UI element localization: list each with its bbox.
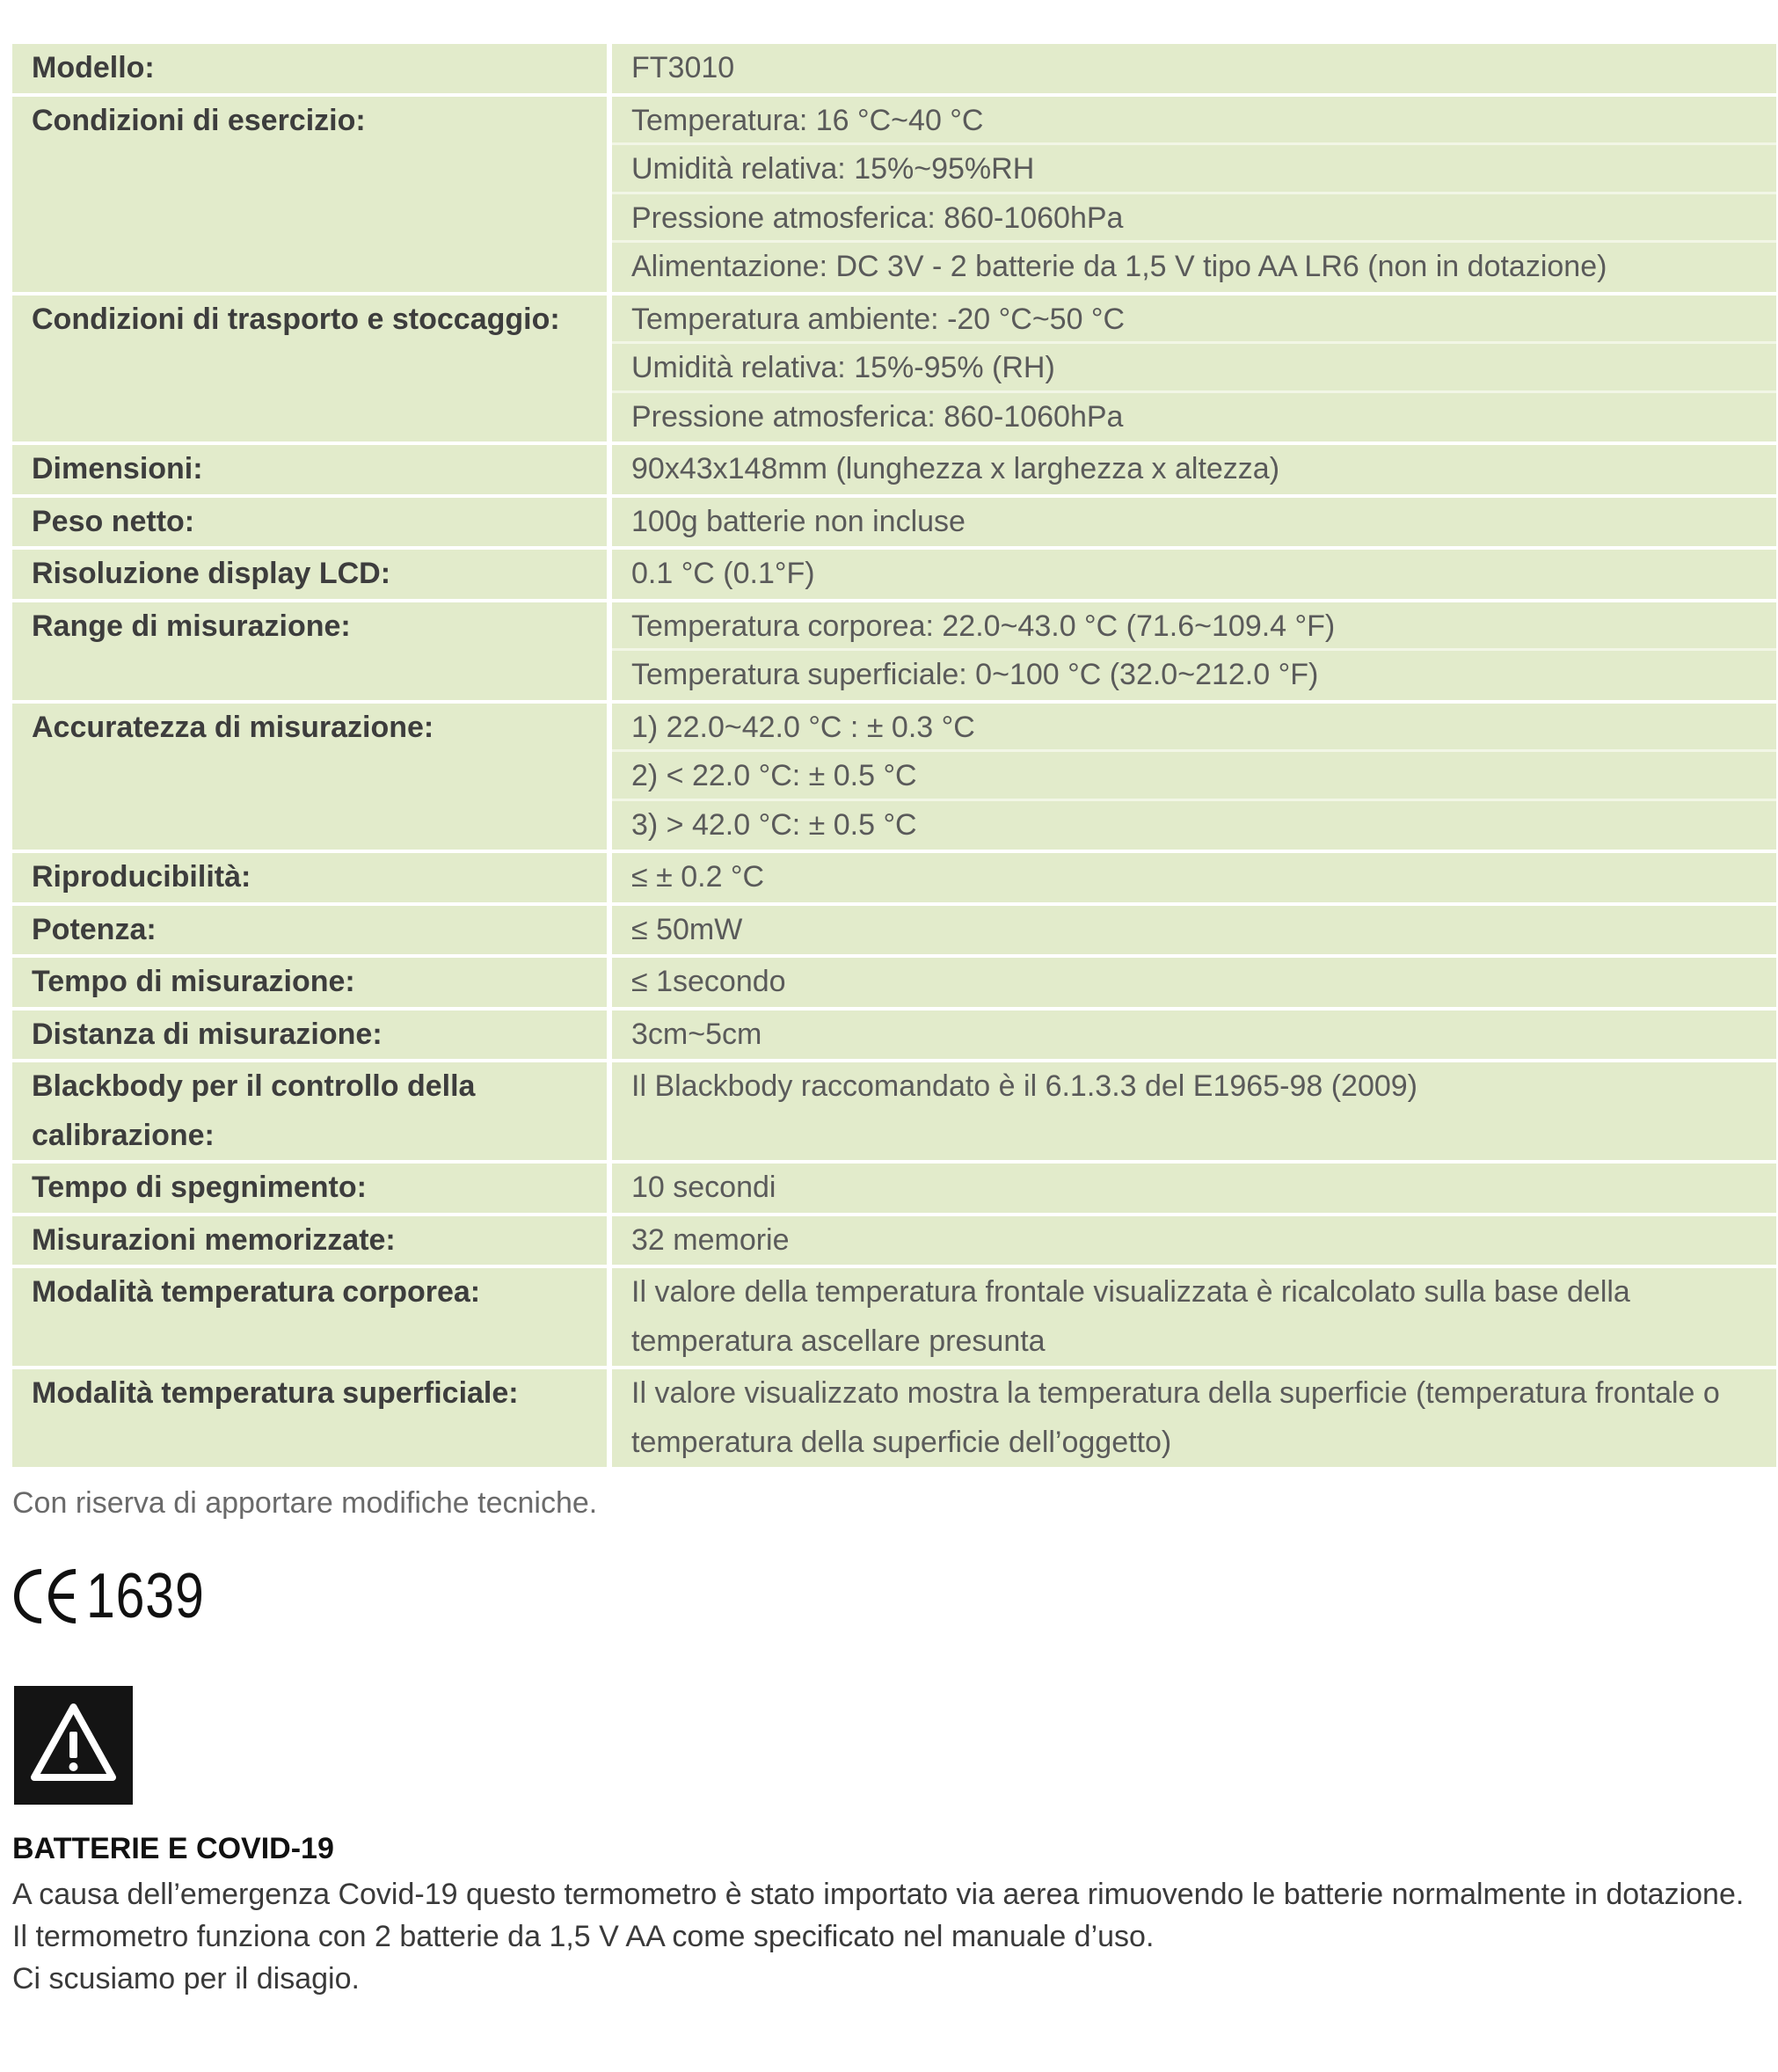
spec-label: Distanza di misurazione: (12, 1010, 612, 1063)
spec-value: ≤ 1secondo (631, 965, 786, 998)
warning-line: Ci scusiamo per il disagio. (12, 1962, 360, 1995)
spec-value: 3) > 42.0 °C: ± 0.5 °C (631, 807, 917, 842)
spec-value: 100g batterie non incluse (631, 504, 966, 538)
spec-value: Temperatura: 16 °C~40 °C (612, 97, 1776, 146)
spec-label: Misurazioni memorizzate: (12, 1216, 612, 1269)
spec-row (12, 704, 1776, 854)
spec-label: Tempo di spegnimento: (12, 1164, 612, 1216)
spec-row (12, 44, 1776, 97)
spec-value: Temperatura superficiale: 0~100 °C (32.0~212.0 °F) (631, 658, 1319, 691)
spec-value-cell (612, 1164, 1776, 1216)
spec-value: Il valore visualizzato mostra la temperatura della superficie (temperatura frontale o temperatura della superficie dell’oggetto) (631, 1376, 1720, 1459)
spec-value-cell (612, 445, 1776, 498)
spec-value: Il Blackbody raccomandato è il 6.1.3.3 del E1965-98 (2009) (631, 1069, 1417, 1103)
spec-row (12, 906, 1776, 959)
warning-line: Il termometro funziona con 2 batterie da 1,5 V AA come specificato nel manuale d’uso. (12, 1920, 1155, 1953)
spec-value-cell (612, 1216, 1776, 1269)
spec-label: Range di misurazione: (12, 602, 612, 704)
spec-value: Pressione atmosferica: 860-1060hPa (631, 399, 1124, 434)
spec-value-cell (612, 550, 1776, 602)
spec-value: Pressione atmosferica: 860-1060hPa (612, 194, 1776, 244)
spec-value: 32 memorie (631, 1222, 790, 1257)
spec-label: Peso netto: (12, 498, 612, 551)
spec-label: Potenza: (12, 906, 612, 959)
spec-value-spacer (612, 1112, 1776, 1161)
spec-row (12, 1164, 1776, 1216)
spec-row (12, 602, 1776, 704)
specifications-table (12, 44, 1776, 1470)
spec-value-cell (612, 958, 1776, 1010)
spec-value: Alimentazione: DC 3V - 2 batterie da 1,5 V tipo AA LR6 (non in dotazione) (631, 250, 1607, 283)
spec-value: ≤ ± 0.2 °C (631, 860, 765, 894)
spec-value-cell (612, 602, 1776, 704)
spec-label: Accuratezza di misurazione: (12, 704, 612, 854)
spec-value: 1) 22.0~42.0 °C : ± 0.3 °C (612, 704, 1776, 753)
spec-value-cell (612, 704, 1776, 854)
spec-row (12, 498, 1776, 551)
spec-row (12, 295, 1776, 446)
warning-box (14, 1686, 133, 1805)
spec-value: FT3010 (631, 51, 735, 84)
spec-value: Temperatura ambiente: -20 °C~50 °C (612, 295, 1776, 345)
spec-value: 90x43x148mm (lunghezza x larghezza x altezza) (631, 452, 1280, 485)
spec-value: Umidità relativa: 15%~95%RH (612, 145, 1776, 194)
spec-value-cell (612, 853, 1776, 906)
spec-value-cell (612, 44, 1776, 97)
spec-value: ≤ 50mW (631, 912, 743, 946)
spec-label: Condizioni di trasporto e stoccaggio: (12, 295, 612, 446)
spec-value-cell (612, 498, 1776, 551)
spec-label: Risoluzione display LCD: (12, 550, 612, 602)
warning-title: BATTERIE E COVID-19 (12, 1832, 334, 1865)
spec-value: 0.1 °C (0.1°F) (631, 557, 815, 590)
spec-value-cell (612, 1062, 1776, 1164)
spec-row (12, 958, 1776, 1010)
spec-value: 2) < 22.0 °C: ± 0.5 °C (612, 752, 1776, 801)
spec-value-cell (612, 1268, 1776, 1369)
spec-value-cell (612, 295, 1776, 446)
ce-mark (12, 1561, 230, 1631)
spec-value: 3cm~5cm (631, 1017, 762, 1051)
spec-value: 10 secondi (631, 1171, 776, 1204)
spec-value-cell (612, 1010, 1776, 1063)
spec-row (12, 445, 1776, 498)
spec-row (12, 1062, 1776, 1164)
spec-value: Temperatura corporea: 22.0~43.0 °C (71.6~109.4 °F) (612, 602, 1776, 652)
technical-changes-note: Con riserva di apportare modifiche tecniche. (12, 1486, 598, 1520)
spec-label: Modello: (12, 44, 612, 97)
spec-label: Modalità temperatura corporea: (12, 1268, 612, 1369)
spec-row (12, 1216, 1776, 1269)
spec-label: Riproducibilità: (12, 853, 612, 906)
warning-triangle-icon (14, 1686, 133, 1805)
spec-row (12, 1010, 1776, 1063)
warning-line: A causa dell’emergenza Covid-19 questo termometro è stato importato via aerea rimuovendo le batterie normalmente in dotazione. (12, 1878, 1745, 1911)
ce-notified-body-number: 1639 (86, 1561, 205, 1631)
spec-label: Blackbody per il controllo della calibrazione: (12, 1062, 612, 1164)
spec-value: Il valore della temperatura frontale visualizzata è ricalcolato sulla base della temperatura ascellare presunta (631, 1275, 1630, 1358)
spec-label: Dimensioni: (12, 445, 612, 498)
spec-label: Tempo di misurazione: (12, 958, 612, 1010)
spec-value-cell (612, 97, 1776, 295)
warning-text (12, 1873, 1771, 2000)
spec-row (12, 97, 1776, 295)
ce-logo-icon (12, 1568, 79, 1624)
spec-label: Modalità temperatura superficiale: (12, 1369, 612, 1470)
spec-label: Condizioni di esercizio: (12, 97, 612, 295)
spec-row (12, 853, 1776, 906)
spec-value-cell (612, 906, 1776, 959)
spec-row (12, 550, 1776, 602)
spec-value: Umidità relativa: 15%-95% (RH) (612, 344, 1776, 393)
spec-value-cell (612, 1369, 1776, 1470)
spec-row (12, 1369, 1776, 1470)
spec-row (12, 1268, 1776, 1369)
